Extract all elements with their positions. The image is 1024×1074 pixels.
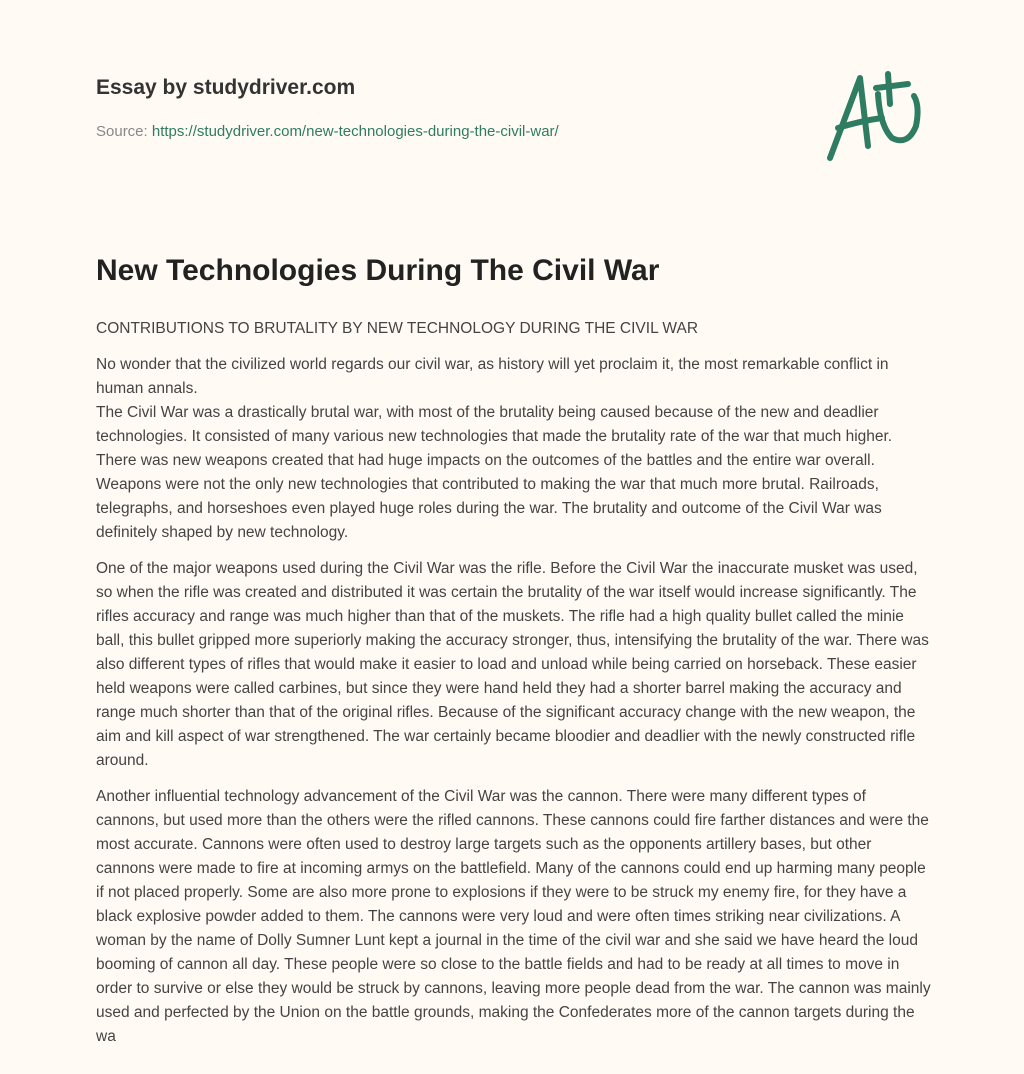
source-label: Source: [96, 123, 148, 140]
essay-subtitle: CONTRIBUTIONS TO BRUTALITY BY NEW TECHNOLOGY DURING THE CIVIL WAR [96, 320, 699, 337]
site-brand: Essay by studydriver.com [96, 76, 356, 99]
a-plus-logo-icon [820, 66, 930, 166]
source-line [96, 123, 559, 140]
paragraph-1 [96, 353, 932, 545]
paragraph-3: Another influential technology advancement of the Civil War was the cannon. There were many different types of cannons, but used more than the others were the rifled cannons. These cannons could fire farther distances and were the most accurate. Cannons were often used to destroy large targets such as the opponents artillery bases, but other cannons were made to fire at incoming armys on the battlefield. Many of the cannons could end up harming many people if not placed properly. Some are also more prone to explosions if they were to be struck my enemy fire, for they have a black explosive powder added to them. The cannons were very loud and were often times striking near civilizations. A woman by the name of Dolly Sumner Lunt kept a journal in the time of the civil war and she said we have heard the loud booming of cannon all day. These people were so close to the battle fields and had to be ready at all times to move in order to survive or else they would be struck by cannons, leaving more people dead from the war. The cannon was mainly used and perfected by the Union on the battle grounds, making the Confederates more of the cannon targets during the wa [96, 788, 931, 1045]
source-link[interactable]: https://studydriver.com/new-technologies-during-the-civil-war/ [151, 123, 559, 140]
paragraph-1-quote: No wonder that the civilized world regards our civil war, as history will yet proclaim it, the most remarkable conflict in human annals. [96, 356, 889, 397]
essay-title: New Technologies During The Civil War [96, 254, 660, 287]
paragraph-2: One of the major weapons used during the Civil War was the rifle. Before the Civil War the inaccurate musket was used, so when the rifle was created and distributed it was certain the brutality of the war itself would increase significantly. The rifles accuracy and range was much higher than that of the muskets. The rifle had a high quality bullet called the minie ball, this bullet gripped more superiorly making the accuracy stronger, thus, intensifying the brutality of the war. There was also different types of rifles that would make it easier to load and unload while being carried on horseback. These easier held weapons were called carbines, but since they were hand held they had a shorter barrel making the accuracy and range much shorter than that of the original rifles. Because of the significant accuracy change with the new weapon, the aim and kill aspect of war strengthened. The war certainly became bloodier and deadlier with the newly constructed rifle around. [96, 560, 929, 769]
essay-body [96, 317, 932, 1061]
paragraph-1-body: The Civil War was a drastically brutal war, with most of the brutality being caused because of the new and deadlier technologies. It consisted of many various new technologies that made the brutality rate of the war that much higher. There was new weapons created that had huge impacts on the outcomes of the battles and the entire war overall. Weapons were not the only new technologies that contributed to making the war that much more brutal. Railroads, telegraphs, and horseshoes even played huge roles during the war. The brutality and outcome of the Civil War was definitely shaped by new technology. [96, 404, 893, 541]
